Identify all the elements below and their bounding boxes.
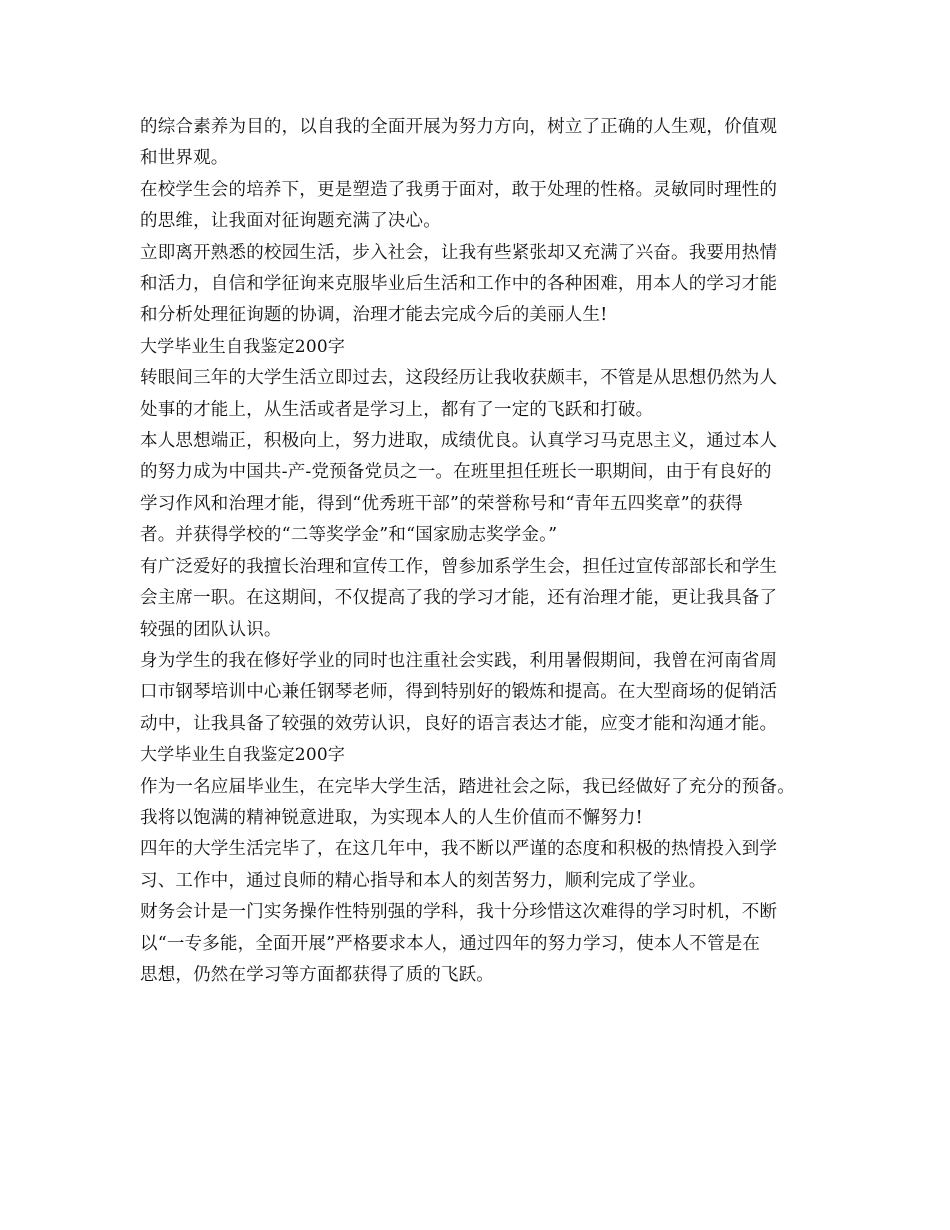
text-line: 我将以饱满的精神锐意进取，为实现本人的人生价值而不懈努力! [140,807,643,828]
text-line: 作为一名应届毕业生，在完毕大学生活，踏进社会之际，我已经做好了充分的预备。 [140,776,795,797]
text-line: 习、工作中，通过良师的精心指导和本人的刻苦努力，顺利完成了学业。 [140,870,707,891]
text-line: 立即离开熟悉的校园生活，步入社会，让我有些紧张却又充满了兴奋。我要用热情 [140,242,778,263]
text-line: 有广泛爱好的我擅长治理和宣传工作，曾参加系学生会，担任过宣传部部长和学生 [140,556,778,577]
section-heading: 大学毕业生自我鉴定200字 [140,745,346,766]
text-line: 会主席一职。在这期间，不仅提高了我的学习才能，还有治理才能，更让我具备了 [140,588,778,609]
text-line: 的综合素养为目的，以自我的全面开展为努力方向，树立了正确的人生观，价值观 [140,117,778,137]
text-line: 较强的团队认识。 [140,619,282,640]
text-line: 思想，仍然在学习等方面都获得了质的飞跃。 [140,964,494,985]
text-line: 口市钢琴培训中心兼任钢琴老师，得到特别好的锻炼和提高。在大型商场的促销活 [140,682,778,703]
text-line: 的思维，让我面对征询题充满了决心。 [140,211,441,232]
text-line: 身为学生的我在修好学业的同时也注重社会实践，利用暑假期间，我曾在河南省周 [140,650,778,671]
section-heading: 大学毕业生自我鉴定200字 [140,336,346,357]
text-line: 的努力成为中国共-产-党预备党员之一。在班里担任班长一职期间，由于有良好的 [140,462,772,483]
text-line: 在校学生会的培养下，更是塑造了我勇于面对，敢于处理的性格。灵敏同时理性的 [140,179,778,200]
text-line: 和世界观。 [140,148,229,169]
text-line: 者。并获得学校的“二等奖学金”和“国家励志奖学金。” [140,525,558,546]
text-line: 转眼间三年的大学生活立即过去，这段经历让我收获颇丰，不管是从思想仍然为人 [140,368,778,389]
text-line: 财务会计是一门实务操作性特别强的学科，我十分珍惜这次难得的学习时机，不断 [140,902,778,923]
document-body [140,112,830,991]
text-line: 四年的大学生活完毕了，在这几年中，我不断以严谨的态度和积极的热情投入到学 [140,839,778,860]
text-line: 和活力，自信和学征询来克服毕业后生活和工作中的各种困难，用本人的学习才能 [140,274,778,295]
text-line: 以“一专多能，全面开展”严格要求本人，通过四年的努力学习，使本人不管是在 [140,933,761,954]
text-line: 处事的才能上，从生活或者是学习上，都有了一定的飞跃和打破。 [140,399,654,420]
text-line: 动中，让我具备了较强的效劳认识，良好的语言表达才能，应变才能和沟通才能。 [140,713,778,734]
text-line: 学习作风和治理才能，得到“优秀班干部”的荣誉称号和“青年五四奖章”的获得 [140,493,743,514]
text-line: 和分析处理征询题的协调，治理才能去完成今后的美丽人生! [140,305,608,326]
text-line: 本人思想端正，积极向上，努力进取，成绩优良。认真学习马克思主义，通过本人 [140,431,778,452]
